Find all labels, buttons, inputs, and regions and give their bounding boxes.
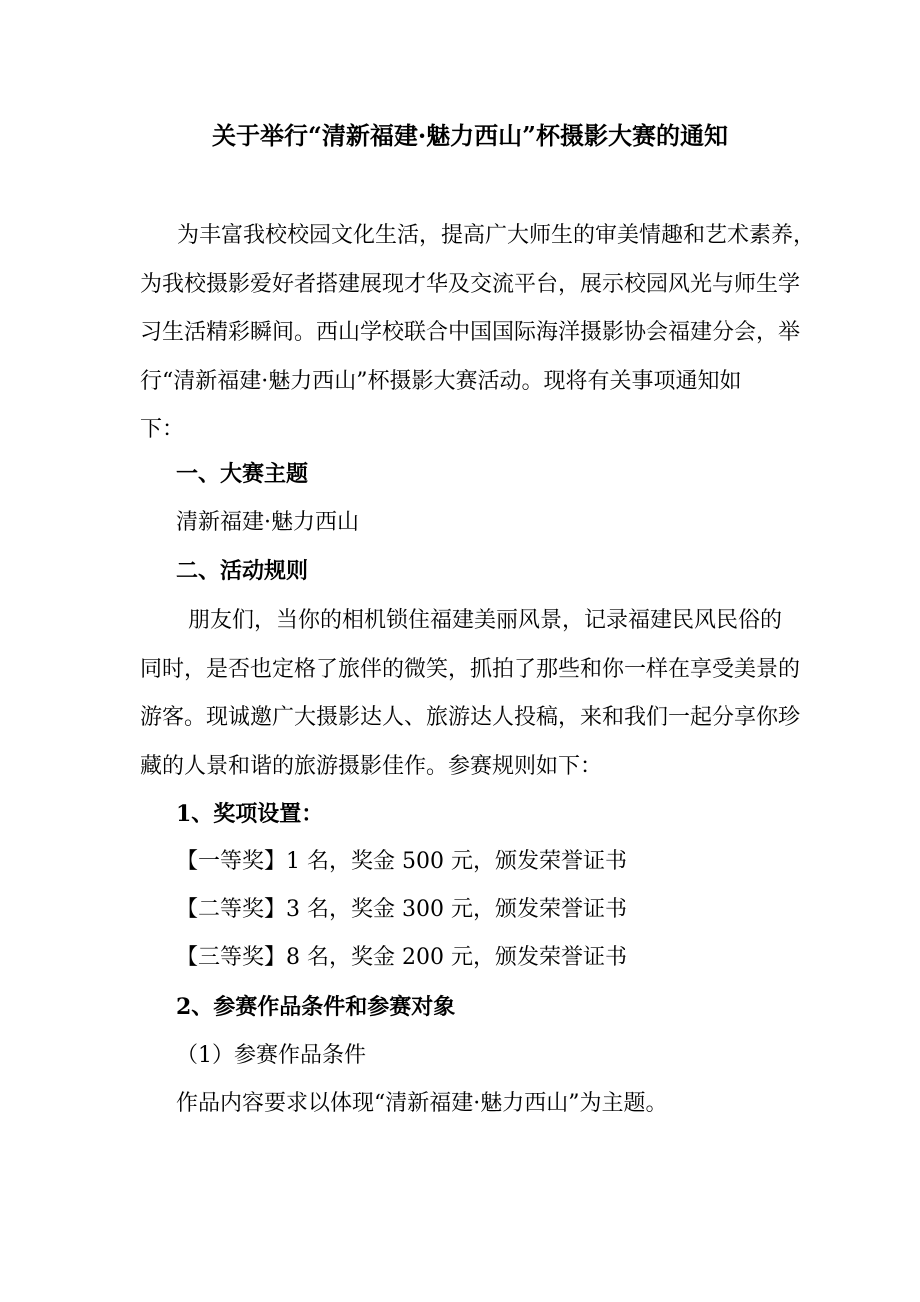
- intro-line: 行“清新福建·魅力西山”杯摄影大赛活动。现将有关事项通知如: [140, 368, 742, 394]
- rules-line: 同时，是否也定格了旅伴的微笑，抓拍了那些和你一样在享受美景的: [140, 656, 801, 682]
- award-item: 【二等奖】3 名，奖金 300 元，颁发荣誉证书: [176, 897, 627, 922]
- awards-heading: 1、奖项设置：: [176, 801, 324, 827]
- intro-line: 习生活精彩瞬间。西山学校联合中国国际海洋摄影协会福建分会，举: [140, 320, 801, 346]
- requirement-text: 作品内容要求以体现“清新福建·魅力西山”为主题。: [176, 1091, 668, 1116]
- intro-line: 为我校摄影爱好者搭建展现才华及交流平台，展示校园风光与师生学: [140, 271, 801, 297]
- document-title: 关于举行“清新福建·魅力西山”杯摄影大赛的通知: [212, 121, 728, 150]
- conditions-heading: 2、参赛作品条件和参赛对象: [176, 994, 456, 1020]
- conditions-subheading: （1）参赛作品条件: [176, 1043, 366, 1068]
- award-item: 【三等奖】8 名，奖金 200 元，颁发荣誉证书: [176, 945, 627, 970]
- section2-heading: 二、活动规则: [176, 558, 309, 584]
- section1-heading: 一、大赛主题: [176, 461, 309, 487]
- rules-line: 朋友们，当你的相机锁住福建美丽风景，记录福建民风民俗的: [188, 608, 783, 633]
- rules-paragraph: [140, 597, 801, 791]
- intro-line: 为丰富我校校园文化生活，提高广大师生的审美情趣和艺术素养，: [177, 223, 816, 248]
- rules-line: 游客。现诚邀广大摄影达人、旅游达人投稿，来和我们一起分享你珍: [140, 705, 801, 731]
- section1-content: 清新福建·魅力西山: [176, 510, 359, 535]
- intro-paragraph: [140, 212, 816, 455]
- award-item: 【一等奖】1 名，奖金 500 元，颁发荣誉证书: [176, 849, 627, 874]
- intro-line: 下：: [140, 417, 185, 443]
- rules-line: 藏的人景和谐的旅游摄影佳作。参赛规则如下：: [140, 753, 603, 779]
